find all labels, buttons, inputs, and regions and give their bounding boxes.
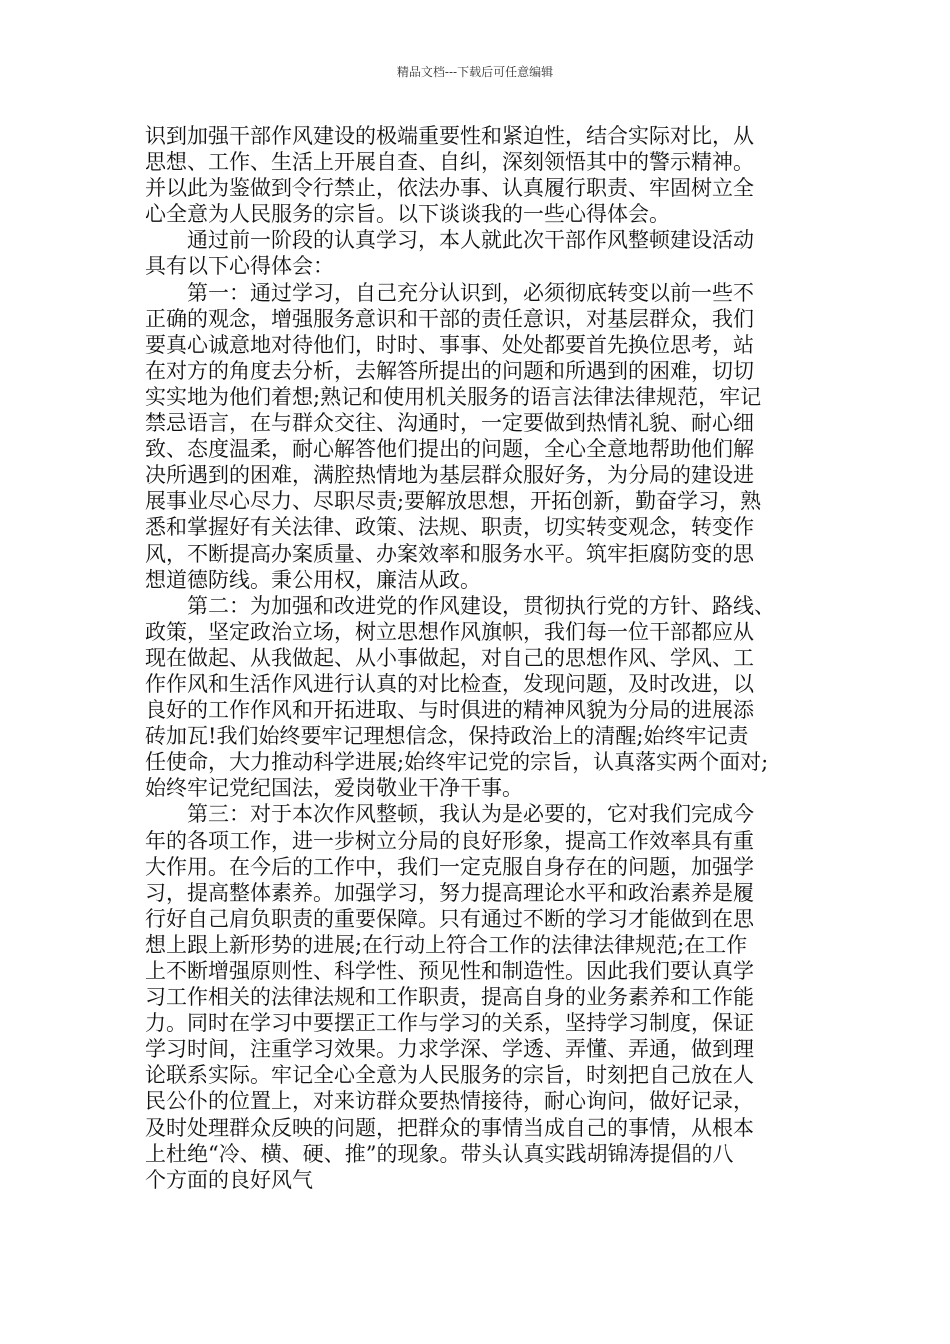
text-line: 在对方的角度去分析，去解答所提出的问题和所遇到的困难，切切 bbox=[145, 358, 754, 383]
text-line: 良好的工作作风和开拓进取、与时俱进的精神风貌为分局的进展添 bbox=[145, 698, 754, 723]
text-line: 上杜绝“冷、横、硬、推”的现象。带头认真实践胡锦涛提倡的八 bbox=[145, 1141, 734, 1166]
text-line: 学习时间，注重学习效果。力求学深、学透、弄懂、弄通，做到理 bbox=[145, 1037, 754, 1062]
text-line: 心全意为人民服务的宗旨。以下谈谈我的一些心得体会。 bbox=[145, 202, 670, 227]
page-header: 精品文档---下载后可任意编辑 bbox=[396, 65, 554, 79]
text-line: 决所遇到的困难，满腔热情地为基层群众服好务，为分局的建设进 bbox=[145, 463, 754, 488]
text-line: 任使命，大力推动科学进展;始终牢记党的宗旨，认真落实两个面对; bbox=[145, 750, 769, 775]
text-line: 要真心诚意地对待他们，时时、事事、处处都要首先换位思考，站 bbox=[145, 332, 754, 357]
text-line: 作作风和生活作风进行认真的对比检查，发现问题，及时改进，以 bbox=[145, 671, 754, 696]
text-line: 并以此为鉴做到令行禁止，依法办事、认真履行职责、牢固树立全 bbox=[145, 176, 754, 201]
text-line: 大作用。在今后的工作中，我们一定克服自身存在的问题，加强学 bbox=[145, 854, 754, 879]
text-line: 现在做起、从我做起、从小事做起，对自己的思想作风、学风、工 bbox=[145, 645, 754, 670]
text-line: 想上跟上新形势的进展;在行动上符合工作的法律法律规范;在工作 bbox=[145, 932, 748, 957]
text-line: 禁忌语言，在与群众交往、沟通时，一定要做到热情礼貌、耐心细 bbox=[145, 411, 754, 436]
text-line: 力。同时在学习中要摆正工作与学习的关系，坚持学习制度，保证 bbox=[145, 1011, 754, 1036]
text-line: 论联系实际。牢记全心全意为人民服务的宗旨，时刻把自己放在人 bbox=[145, 1063, 754, 1088]
text-line: 上不断增强原则性、科学性、预见性和制造性。因此我们要认真学 bbox=[145, 959, 754, 983]
text-line: 识到加强干部作风建设的极端重要性和紧迫性，结合实际对比，从 bbox=[145, 124, 754, 148]
text-line: 实实地为他们着想;熟记和使用机关服务的语言法律法律规范，牢记 bbox=[145, 384, 762, 409]
paragraph-first-line: 通过前一阶段的认真学习，本人就此次干部作风整顿建设活动 bbox=[187, 228, 754, 253]
text-line: 致、态度温柔，耐心解答他们提出的问题，全心全意地帮助他们解 bbox=[145, 437, 754, 462]
text-line: 年的各项工作，进一步树立分局的良好形象，提高工作效率具有重 bbox=[145, 828, 754, 853]
text-line: 行好自己肩负职责的重要保障。只有通过不断的学习才能做到在思 bbox=[145, 906, 754, 931]
text-line: 习工作相关的法律法规和工作职责，提高自身的业务素养和工作能 bbox=[145, 985, 754, 1010]
document-body bbox=[145, 123, 825, 1193]
text-line: 正确的观念，增强服务意识和干部的责任意识，对基层群众，我们 bbox=[145, 306, 754, 331]
text-line: 始终牢记党纪国法，爱岗敬业干净干事。 bbox=[145, 776, 523, 801]
paragraph-first-line: 第一：通过学习，自己充分认识到，必须彻底转变以前一些不 bbox=[187, 280, 754, 305]
text-line: 习，提高整体素养。加强学习，努力提高理论水平和政治素养是履 bbox=[145, 880, 754, 905]
paragraph-first-line: 第三：对于本次作风整顿，我认为是必要的，它对我们完成今 bbox=[187, 802, 754, 827]
text-line: 思想、工作、生活上开展自查、自纠，深刻领悟其中的警示精神。 bbox=[145, 150, 754, 175]
text-line: 具有以下心得体会： bbox=[145, 254, 334, 279]
text-line: 展事业尽心尽力、尽职尽责;要解放思想，开拓创新，勤奋学习，熟 bbox=[145, 489, 762, 514]
text-line: 政策，坚定政治立场，树立思想作风旗帜，我们每一位干部都应从 bbox=[145, 619, 754, 644]
text-line: 风，不断提高办案质量、办案效率和服务水平。筑牢拒腐防变的思 bbox=[145, 541, 754, 566]
text-line: 想道德防线。秉公用权，廉洁从政。 bbox=[145, 567, 481, 592]
text-line: 砖加瓦!我们始终要牢记理想信念，保持政治上的清醒;始终牢记责 bbox=[145, 724, 749, 749]
text-line: 民公仆的位置上，对来访群众要热情接待，耐心询问，做好记录， bbox=[145, 1089, 754, 1114]
text-line: 及时处理群众反映的问题，把群众的事情当成自己的事情，从根本 bbox=[145, 1115, 754, 1140]
paragraph-first-line: 第二：为加强和改进党的作风建设，贯彻执行党的方针、路线、 bbox=[187, 593, 775, 618]
text-line: 悉和掌握好有关法律、政策、法规、职责，切实转变观念，转变作 bbox=[145, 515, 754, 540]
text-line: 个方面的良好风气 bbox=[145, 1167, 313, 1192]
